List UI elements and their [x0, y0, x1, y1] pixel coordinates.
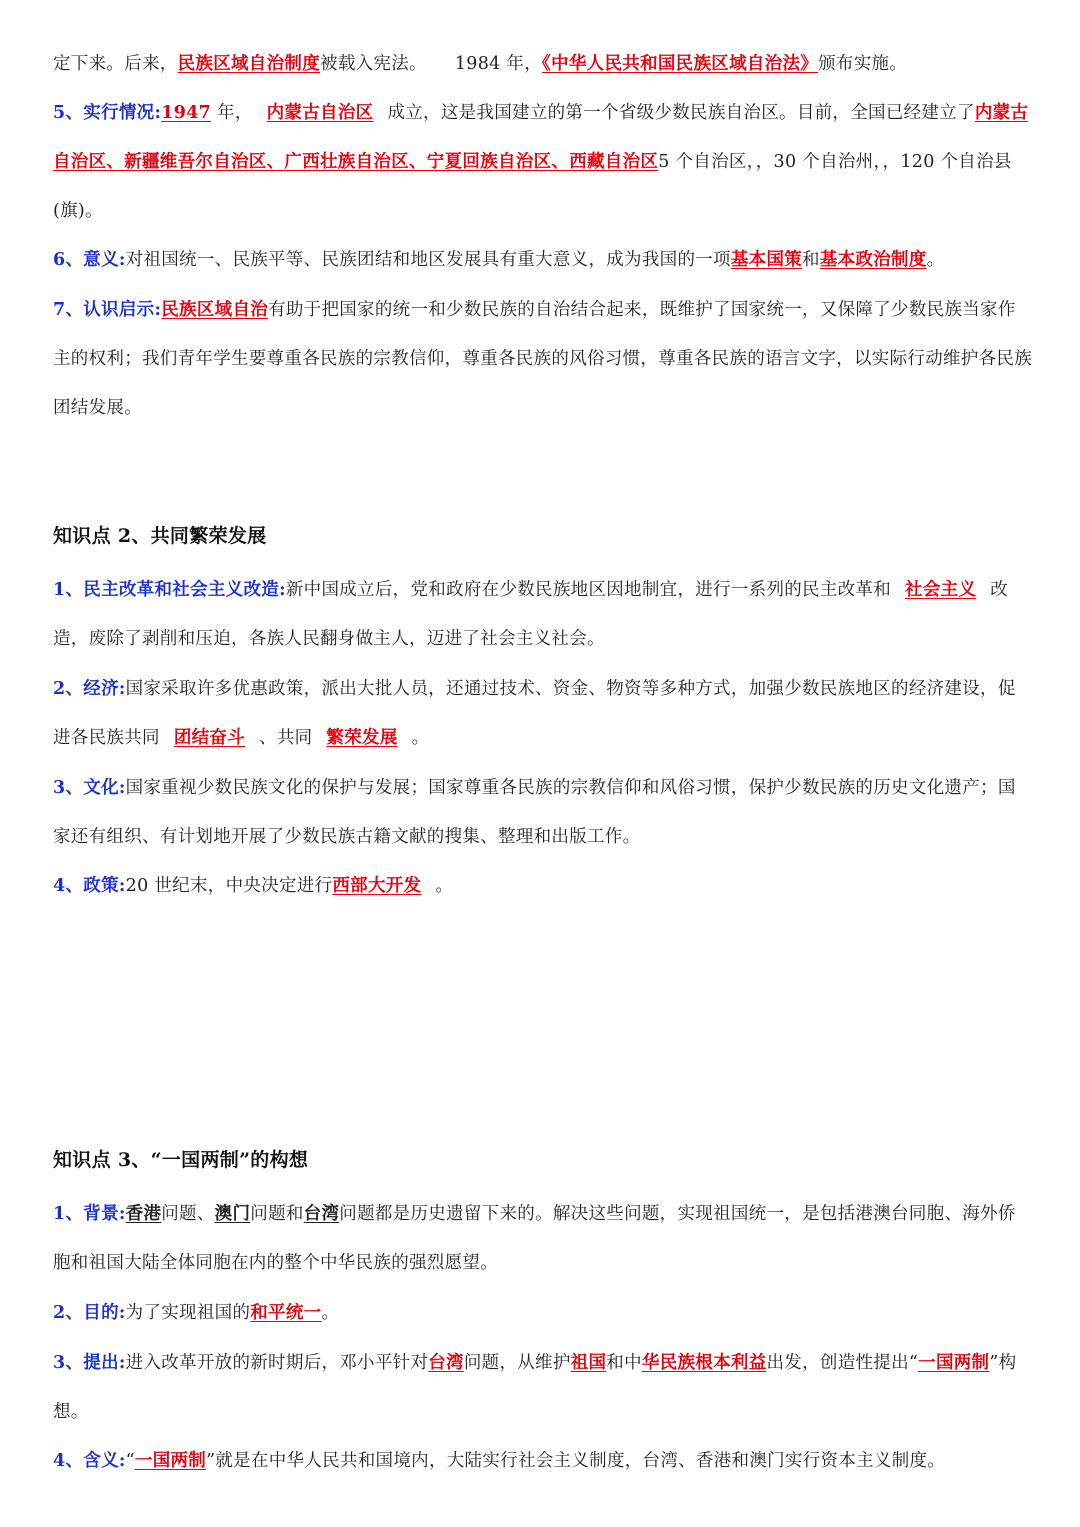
answer-text: 社会主义	[905, 580, 977, 600]
answer-text: 西部大开发	[332, 876, 422, 896]
answer-text: 繁荣发展	[326, 728, 398, 748]
text: 新中国成立后，党和政府在少数民族地区因地制宜，进行一系列的民主改革和	[285, 580, 892, 600]
text: 问题和	[250, 1204, 304, 1224]
answer-text: 和平统一	[250, 1303, 322, 1323]
answer-text: 华民族根本利益	[641, 1353, 767, 1373]
item-label: 2、目的:	[53, 1303, 126, 1323]
answer-text: 祖国	[570, 1353, 607, 1373]
item-label: 6、意义:	[53, 250, 126, 270]
text: 年，	[211, 103, 253, 123]
text: 问题、	[161, 1204, 215, 1224]
answer-text: 基本政治制度	[819, 250, 927, 270]
answer-text: 一国两制	[918, 1353, 990, 1373]
answer-text: 民族区域自治制度	[177, 54, 321, 74]
paragraph-top	[53, 40, 1033, 89]
answer-text: 一国两制	[134, 1451, 207, 1471]
section-heading-2: 知识点 2、共同繁荣发展	[53, 525, 267, 547]
text: 。	[926, 250, 945, 270]
item-label: 4、含义:	[53, 1451, 126, 1471]
text: 问题都是历史遗留下来的。解决这些问题，实现祖国统一，是包括港澳台同胞、海外侨胞和祖国大陆全体同胞在内的整个中华民族的强烈愿望。	[53, 1204, 1016, 1273]
item-label: 4、政策:	[53, 876, 126, 896]
item-label: 3、文化:	[53, 778, 126, 798]
text: ”构想。	[53, 1353, 1017, 1422]
text: ”就是在中华人民共和国境内，大陆实行社会主义制度，台湾、香港和澳门实行资本主义制度。	[206, 1451, 946, 1471]
keyword: 澳门	[214, 1204, 251, 1224]
text: 颁布实施。	[818, 54, 908, 74]
text: 为了实现祖国的	[125, 1303, 251, 1323]
k3-item-2	[53, 1289, 1033, 1338]
text: 和	[802, 250, 820, 270]
text: 定下来。后来，	[53, 54, 178, 74]
item-label: 5、实行情况:	[53, 103, 162, 123]
text: 5 个自治区，，30 个自治州，，120 个自治县(旗)。	[53, 152, 1012, 221]
text: 。	[435, 876, 454, 896]
k3-item-4	[53, 1437, 1033, 1486]
section-heading-3: 知识点 3、“一国两制”的构想	[53, 1149, 309, 1171]
answer-text: 内蒙古自治区	[266, 103, 374, 123]
answer-text: 内蒙古自治区、新疆维吾尔自治区、广西壮族自治区、宁夏回族自治区、西藏自治区	[53, 103, 1029, 172]
item-label: 2、经济:	[53, 679, 126, 699]
text: 。	[411, 728, 430, 748]
answer-text: 《中华人民共和国民族区域自治法》	[542, 54, 819, 74]
text: 国家重视少数民族文化的保护与发展；国家尊重各民族的宗教信仰和风俗习惯，保护少数民族的历史文化遗产；国家还有组织、有计划地开展了少数民族古籍文献的搜集、整理和出版工作。	[53, 778, 1016, 847]
text: 出发，创造性提出“	[766, 1353, 919, 1373]
item-7	[53, 286, 1033, 433]
text: 对祖国统一、民族平等、民族团结和地区发展具有重大意义，成为我国的一项	[125, 250, 731, 270]
text: 成立，这是我国建立的第一个省级少数民族自治区。目前，全国已经建立了	[387, 103, 975, 123]
item-5	[53, 89, 1033, 236]
text: 。	[321, 1303, 340, 1323]
k2-item-3	[53, 764, 1033, 862]
text: 改造，废除了剥削和压迫，各族人民翻身做主人，迈进了社会主义社会。	[53, 580, 1009, 649]
item-label: 3、提出:	[53, 1353, 126, 1373]
item-label: 1、背景:	[53, 1204, 126, 1224]
k2-item-1	[53, 566, 1033, 664]
text: 20 世纪末，中央决定进行	[125, 876, 333, 896]
text: 、共同	[259, 728, 313, 748]
text: 有助于把国家的统一和少数民族的自治结合起来，既维护了国家统一，又保障了少数民族当家作主的权利；我们青年学生要尊重各民族的宗教信仰，尊重各民族的风俗习惯，尊重各民族的语言文字，以实际行动维护各民族团结发展。	[53, 300, 1032, 418]
item-6	[53, 236, 1033, 285]
item-label: 7、认识启示:	[53, 300, 162, 320]
text: 和中	[606, 1353, 642, 1373]
k2-item-4	[53, 862, 1033, 911]
text: 问题，从维护	[463, 1353, 571, 1373]
answer-text: 基本国策	[730, 250, 803, 270]
text: 被载入宪法。	[320, 54, 427, 74]
keyword: 香港	[125, 1204, 162, 1224]
k2-item-2	[53, 665, 1033, 763]
text: 进入改革开放的新时期后，邓小平针对	[125, 1353, 429, 1373]
k3-item-1	[53, 1190, 1033, 1288]
text: 1984 年，	[454, 54, 543, 74]
answer-text: 台湾	[428, 1353, 464, 1373]
answer-text: 1947	[161, 103, 212, 123]
keyword: 台湾	[303, 1204, 340, 1224]
text: “	[125, 1451, 135, 1471]
k3-item-3	[53, 1339, 1033, 1437]
answer-text: 民族区域自治	[161, 300, 269, 320]
answer-text: 团结奋斗	[173, 728, 246, 748]
text: 国家采取许多优惠政策，派出大批人员，还通过技术、资金、物资等多种方式，加强少数民族地区的经济建设，促进各民族共同	[53, 679, 1016, 748]
item-label: 1、民主改革和社会主义改造:	[53, 580, 286, 600]
